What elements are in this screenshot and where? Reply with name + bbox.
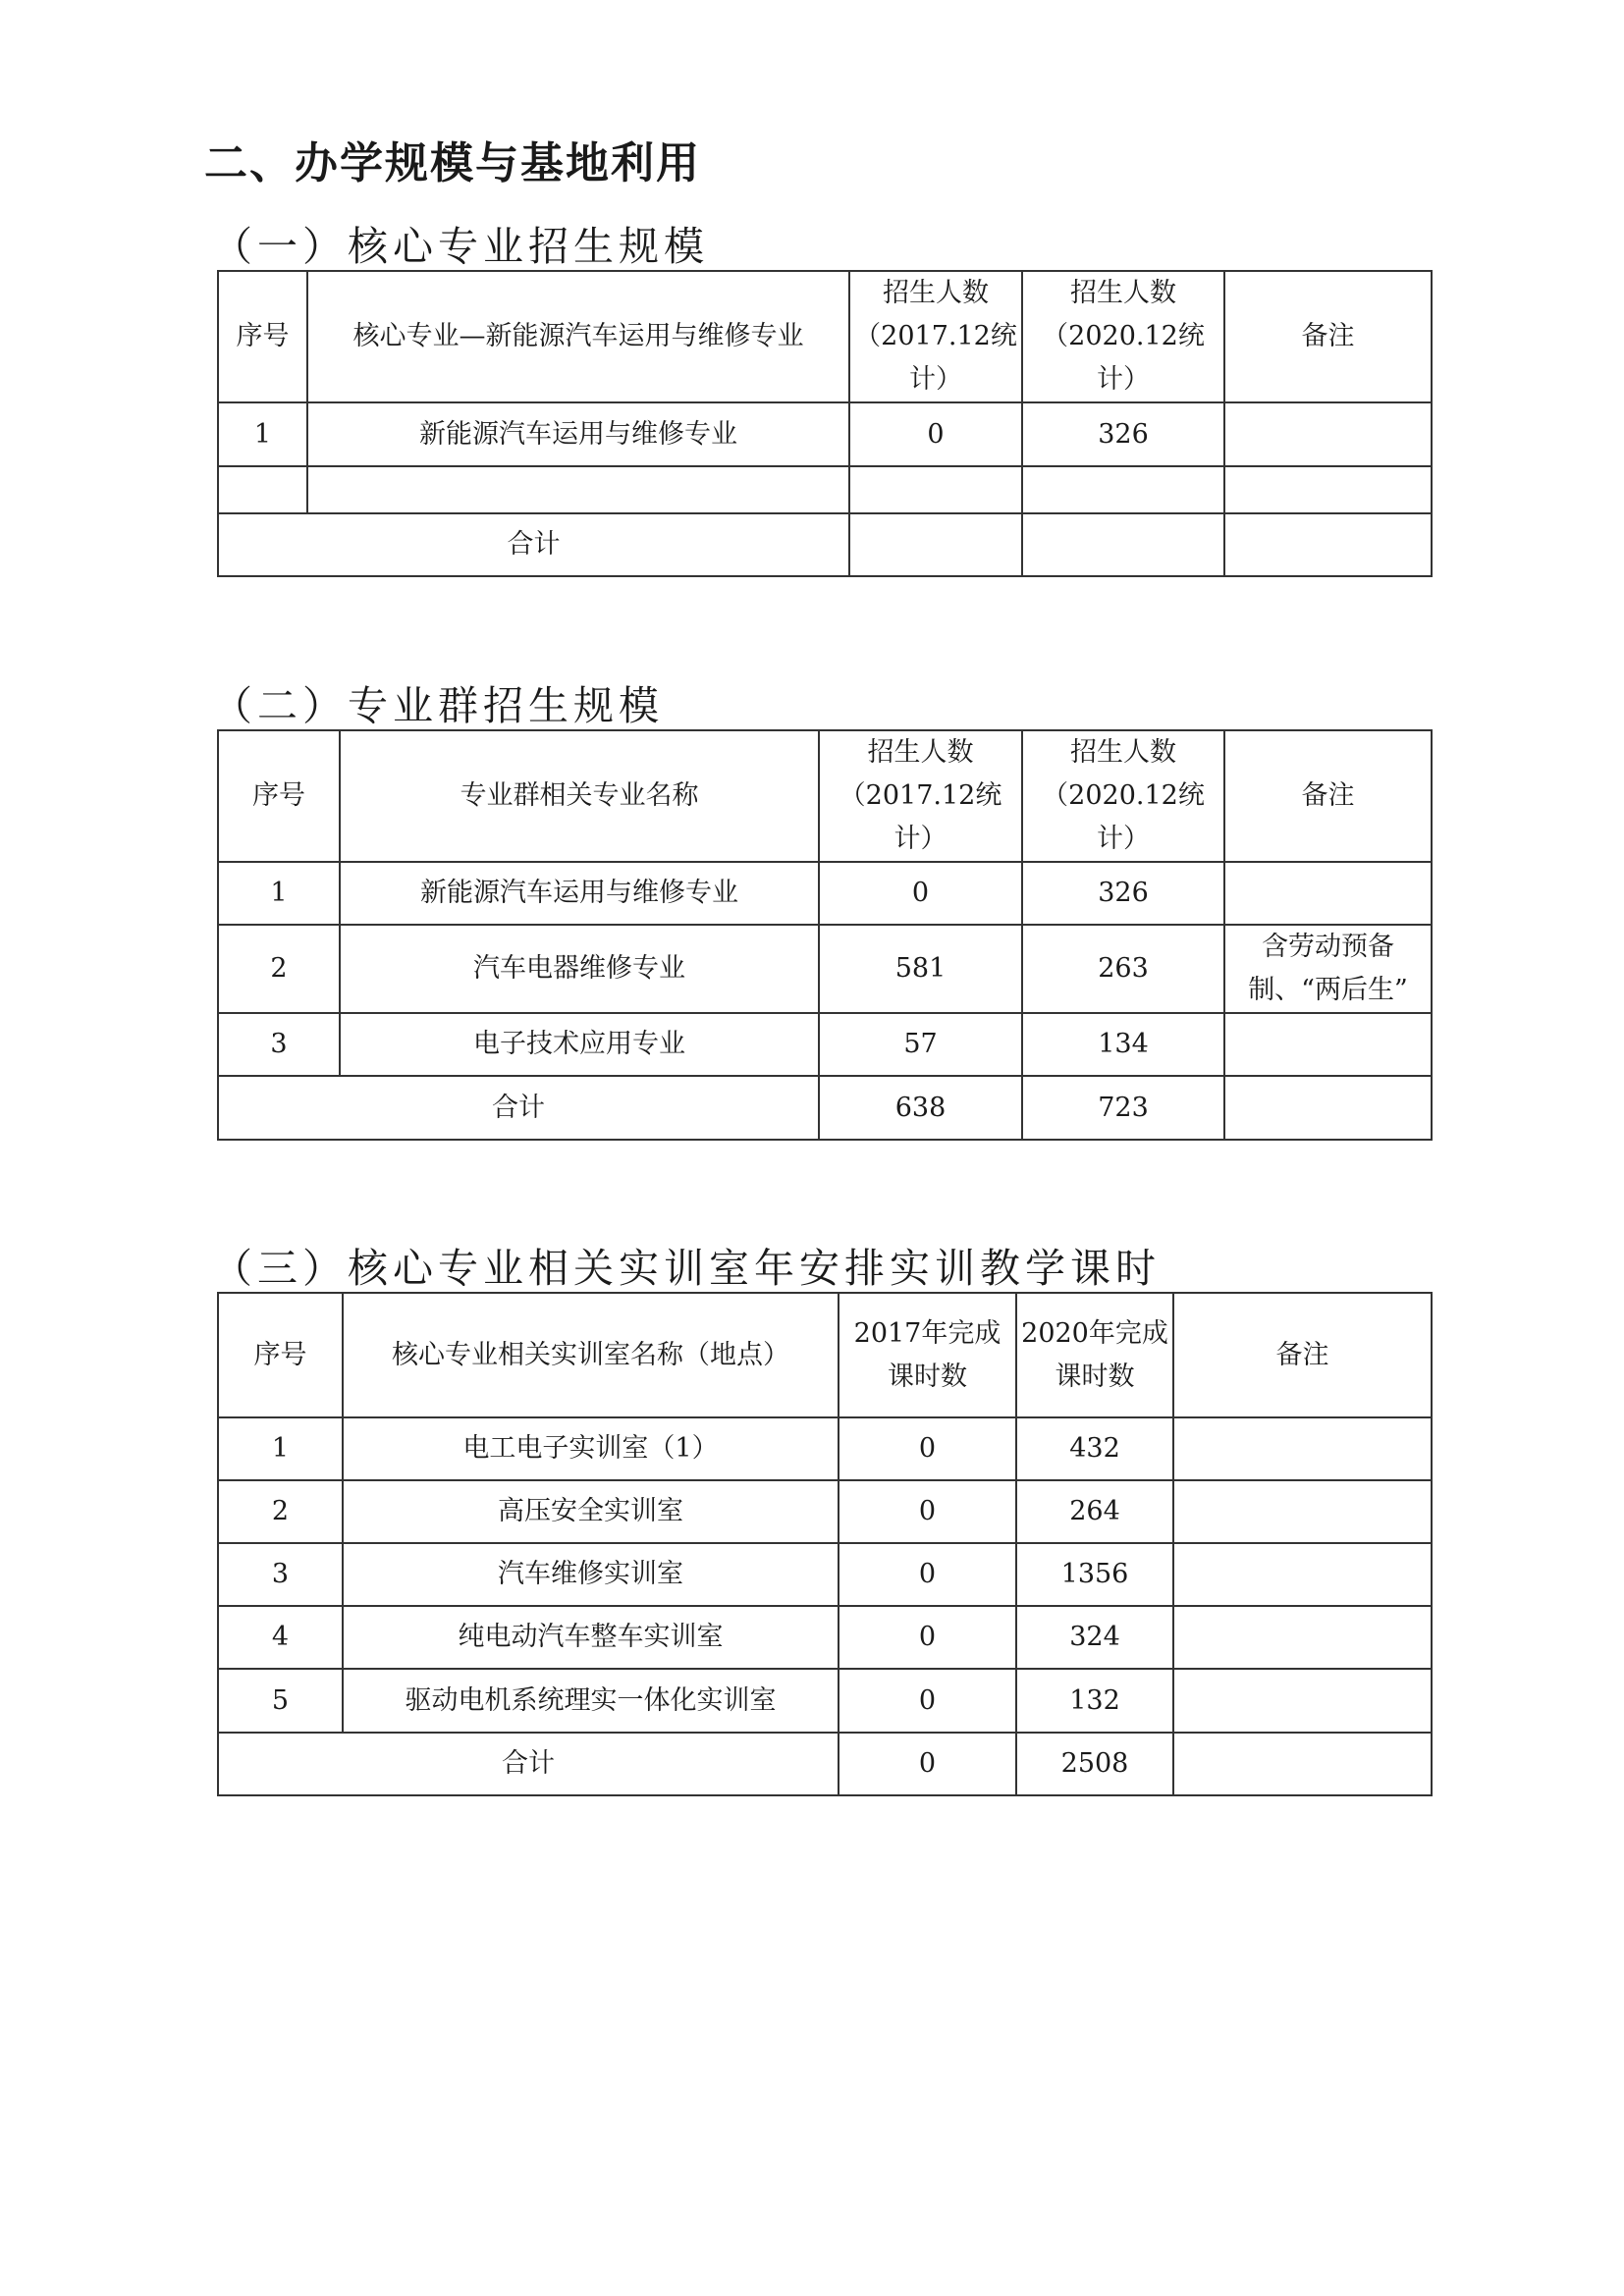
total-2020	[1022, 513, 1224, 576]
total-2017	[849, 513, 1022, 576]
cell-remark	[1173, 1480, 1432, 1543]
cell-2017: 0	[839, 1606, 1016, 1669]
cell-2020: 134	[1022, 1013, 1224, 1076]
cell-remark	[1224, 1013, 1432, 1076]
cell-remark	[1173, 1669, 1432, 1733]
cell-no: 1	[218, 402, 307, 466]
section2-table	[217, 729, 1433, 1141]
section1-title: （一）核心专业招生规模	[212, 223, 709, 270]
cell-2017: 0	[839, 1669, 1016, 1733]
cell-2020: 326	[1022, 402, 1224, 466]
table-header-row	[218, 271, 1432, 402]
total-label: 合计	[218, 1733, 839, 1795]
cell-2020: 132	[1016, 1669, 1173, 1733]
table-row	[218, 925, 1432, 1013]
cell-2020: 324	[1016, 1606, 1173, 1669]
header-remark: 备注	[1224, 271, 1432, 402]
section3-title: （三）核心专业相关实训室年安排实训教学课时	[212, 1245, 1161, 1292]
section3-table	[217, 1292, 1433, 1796]
header-name: 核心专业相关实训室名称（地点）	[343, 1293, 839, 1417]
cell-name: 电工电子实训室（1）	[343, 1417, 839, 1480]
table-row	[218, 1669, 1432, 1733]
cell-2017: 0	[839, 1480, 1016, 1543]
cell-2020: 1356	[1016, 1543, 1173, 1606]
cell-2017	[849, 466, 1022, 513]
cell-2020: 326	[1022, 862, 1224, 925]
cell-2017: 0	[839, 1543, 1016, 1606]
table-total-row	[218, 1733, 1432, 1795]
table-row	[218, 862, 1432, 925]
cell-2017: 0	[819, 862, 1022, 925]
cell-name: 新能源汽车运用与维修专业	[307, 402, 849, 466]
header-remark: 备注	[1224, 730, 1432, 862]
header-remark: 备注	[1173, 1293, 1432, 1417]
cell-2020: 432	[1016, 1417, 1173, 1480]
cell-name: 汽车维修实训室	[343, 1543, 839, 1606]
cell-name: 纯电动汽车整车实训室	[343, 1606, 839, 1669]
cell-no: 4	[218, 1606, 343, 1669]
table-row	[218, 402, 1432, 466]
header-no: 序号	[218, 1293, 343, 1417]
header-count-2017: 招生人数（2017.12统计）	[849, 271, 1022, 402]
cell-no: 2	[218, 925, 340, 1013]
total-remark	[1224, 513, 1432, 576]
cell-name: 汽车电器维修专业	[340, 925, 819, 1013]
table-row	[218, 1606, 1432, 1669]
cell-no: 3	[218, 1543, 343, 1606]
cell-2020	[1022, 466, 1224, 513]
total-remark	[1224, 1076, 1432, 1140]
total-2017: 0	[839, 1733, 1016, 1795]
table-row	[218, 1543, 1432, 1606]
header-count-2017: 招生人数（2017.12统计）	[819, 730, 1022, 862]
table-row	[218, 466, 1432, 513]
cell-remark	[1224, 862, 1432, 925]
header-hours-2020: 2020年完成课时数	[1016, 1293, 1173, 1417]
cell-2017: 0	[849, 402, 1022, 466]
cell-remark	[1224, 402, 1432, 466]
total-2020: 723	[1022, 1076, 1224, 1140]
cell-no	[218, 466, 307, 513]
cell-2020: 263	[1022, 925, 1224, 1013]
cell-remark	[1173, 1543, 1432, 1606]
total-2020: 2508	[1016, 1733, 1173, 1795]
table-header-row	[218, 1293, 1432, 1417]
header-no: 序号	[218, 730, 340, 862]
header-count-2020: 招生人数（2020.12统计）	[1022, 271, 1224, 402]
table-row	[218, 1013, 1432, 1076]
section1-table	[217, 270, 1433, 577]
table-header-row	[218, 730, 1432, 862]
cell-name: 电子技术应用专业	[340, 1013, 819, 1076]
header-name: 专业群相关专业名称	[340, 730, 819, 862]
cell-no: 1	[218, 1417, 343, 1480]
page-title: 二、办学规模与基地利用	[204, 138, 701, 188]
total-2017: 638	[819, 1076, 1022, 1140]
cell-name: 高压安全实训室	[343, 1480, 839, 1543]
cell-name: 新能源汽车运用与维修专业	[340, 862, 819, 925]
cell-remark	[1173, 1417, 1432, 1480]
header-no: 序号	[218, 271, 307, 402]
cell-remark	[1173, 1606, 1432, 1669]
total-label: 合计	[218, 1076, 819, 1140]
cell-2017: 57	[819, 1013, 1022, 1076]
header-count-2020: 招生人数（2020.12统计）	[1022, 730, 1224, 862]
table-row	[218, 1480, 1432, 1543]
cell-no: 2	[218, 1480, 343, 1543]
cell-no: 3	[218, 1013, 340, 1076]
table-total-row	[218, 1076, 1432, 1140]
total-remark	[1173, 1733, 1432, 1795]
cell-name	[307, 466, 849, 513]
cell-2017: 0	[839, 1417, 1016, 1480]
section2-title: （二）专业群招生规模	[212, 682, 664, 729]
total-label: 合计	[218, 513, 849, 576]
header-hours-2017: 2017年完成课时数	[839, 1293, 1016, 1417]
cell-remark	[1224, 466, 1432, 513]
header-name: 核心专业—新能源汽车运用与维修专业	[307, 271, 849, 402]
table-row	[218, 1417, 1432, 1480]
cell-remark: 含劳动预备制、“两后生”	[1224, 925, 1432, 1013]
cell-name: 驱动电机系统理实一体化实训室	[343, 1669, 839, 1733]
cell-2020: 264	[1016, 1480, 1173, 1543]
cell-no: 1	[218, 862, 340, 925]
cell-2017: 581	[819, 925, 1022, 1013]
cell-no: 5	[218, 1669, 343, 1733]
table-total-row	[218, 513, 1432, 576]
